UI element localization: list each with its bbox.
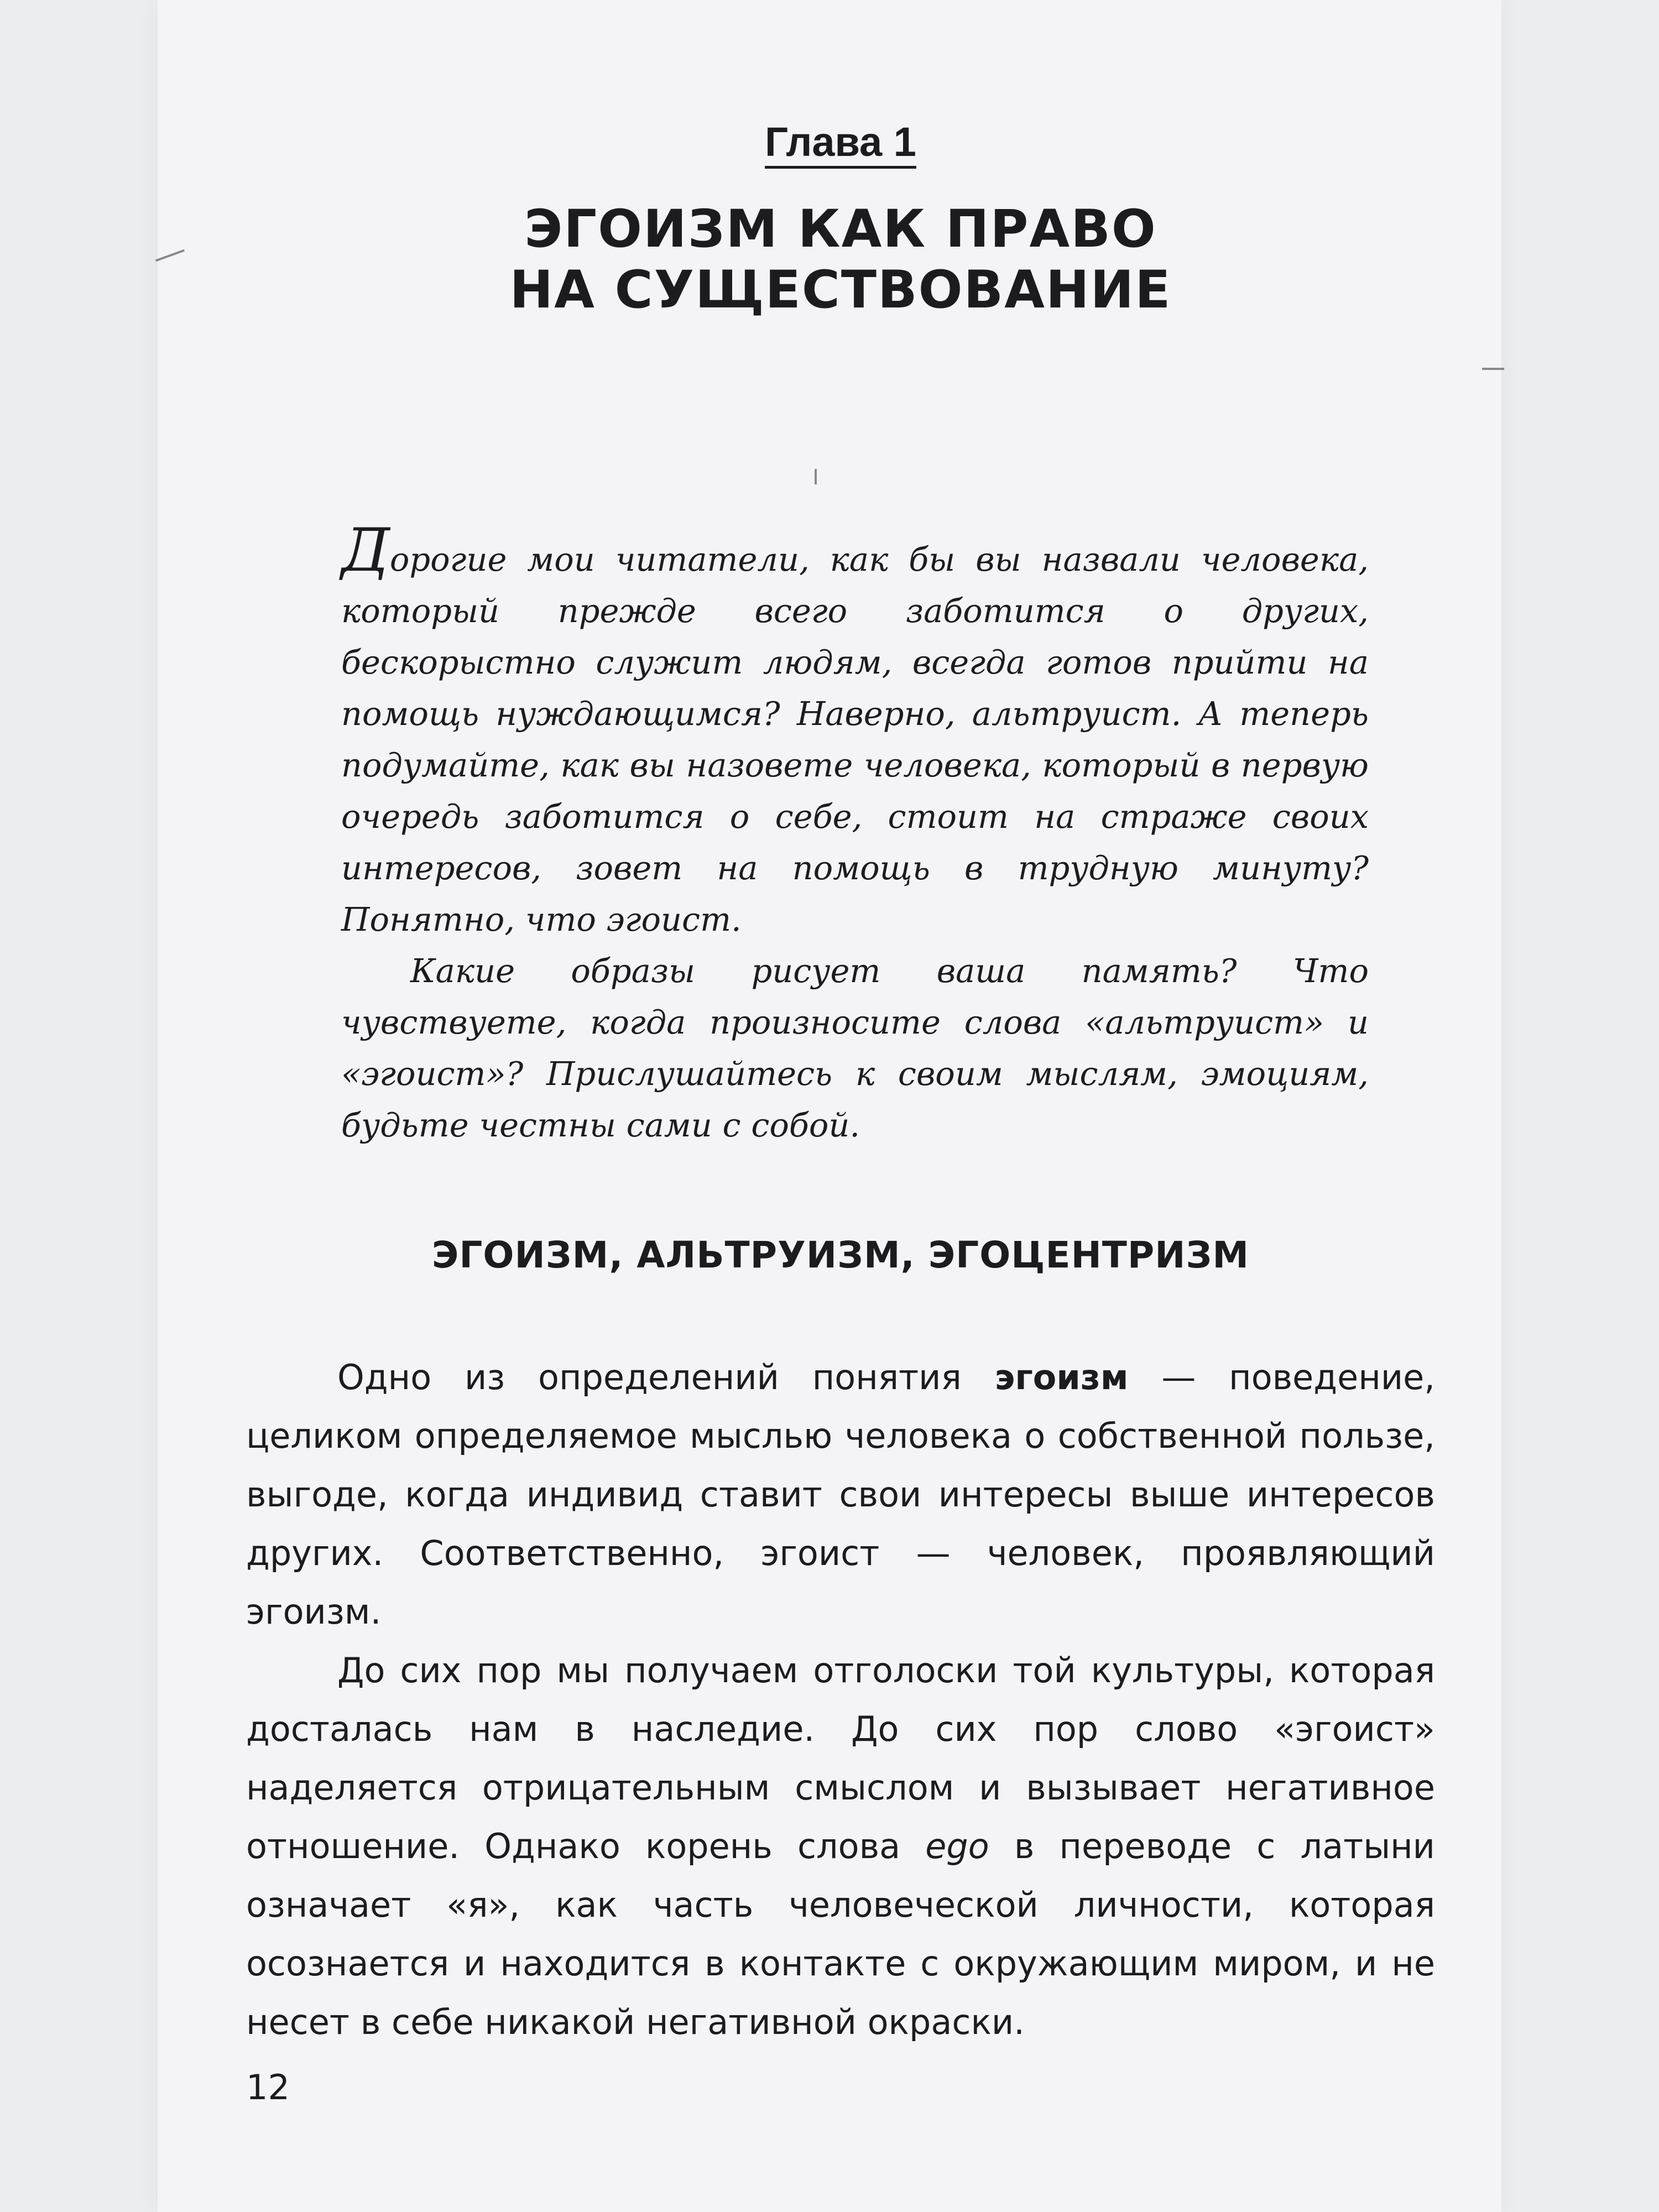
- epigraph-paragraph-1: [341, 516, 1369, 945]
- chapter-label-text: Глава 1: [765, 119, 916, 169]
- body-p2-start: До сих пор мы получаем отголоски той культуры, которая досталась нам в наследие. До сих пор слово «эгоист» наделяется отрицательным смыслом и вызывает негативное отношение. Однако корень слова: [246, 1650, 1435, 1866]
- term-egoism: эгоизм: [994, 1357, 1129, 1397]
- epigraph: [341, 516, 1369, 1151]
- chapter-title-line-2: НА СУЩЕСТВОВАНИЕ: [509, 260, 1172, 320]
- chapter-label: [246, 117, 1435, 167]
- scan-mark: [1482, 368, 1504, 370]
- body-p1-start: Одно из определений понятия: [337, 1357, 995, 1397]
- body-paragraph-1: [246, 1348, 1435, 1641]
- chapter-title: [246, 199, 1435, 321]
- drop-cap: Д: [341, 516, 390, 585]
- page-number: 12: [246, 2067, 290, 2107]
- scan-mark: [815, 469, 817, 484]
- body-p2-end: в переводе с латыни означает «я», как часть человеческой личности, которая осознается и находится в контакте с окружающим миром, и не несет в себе никакой негативной окраски.: [246, 1826, 1435, 2042]
- section-title: ЭГОИЗМ, АЛЬТРУИЗМ, ЭГОЦЕНТРИЗМ: [431, 1234, 1250, 1276]
- chapter-title-line-1: ЭГОИЗМ КАК ПРАВО: [524, 199, 1157, 259]
- term-ego: ego: [925, 1826, 989, 1866]
- body-paragraph-2: [246, 1641, 1435, 2052]
- epigraph-paragraph-2: Какие образы рисует ваша память? Что чувствуете, когда произносите слова «альтруист» и «эгоист»? Прислушайтесь к своим мыслям, эмоциям, будьте честны сами с собой.: [341, 952, 1369, 1144]
- scan-mark: [155, 249, 185, 262]
- body-text: [246, 1348, 1435, 2052]
- body-p1-end: — поведение, целиком определяемое мыслью человека о собственной пользе, выгоде, когда индивид ставит свои интересы выше интересов других. Соответственно, эгоист — человек, проявляющий эгоизм.: [246, 1357, 1436, 1632]
- epigraph-paragraph-1-text: орогие мои читатели, как бы вы назвали человека, который прежде всего заботится о других, бескорыстно служит людям, всегда готов прийти на помощь нуждающимся? Наверно, альтруист. А теперь подумайте, как вы назовете человека, который в первую очередь заботится о себе, стоит на страже своих интересов, зовет на помощь в трудную минуту? Понятно, что эгоист.: [341, 540, 1369, 938]
- book-page: [158, 0, 1501, 2212]
